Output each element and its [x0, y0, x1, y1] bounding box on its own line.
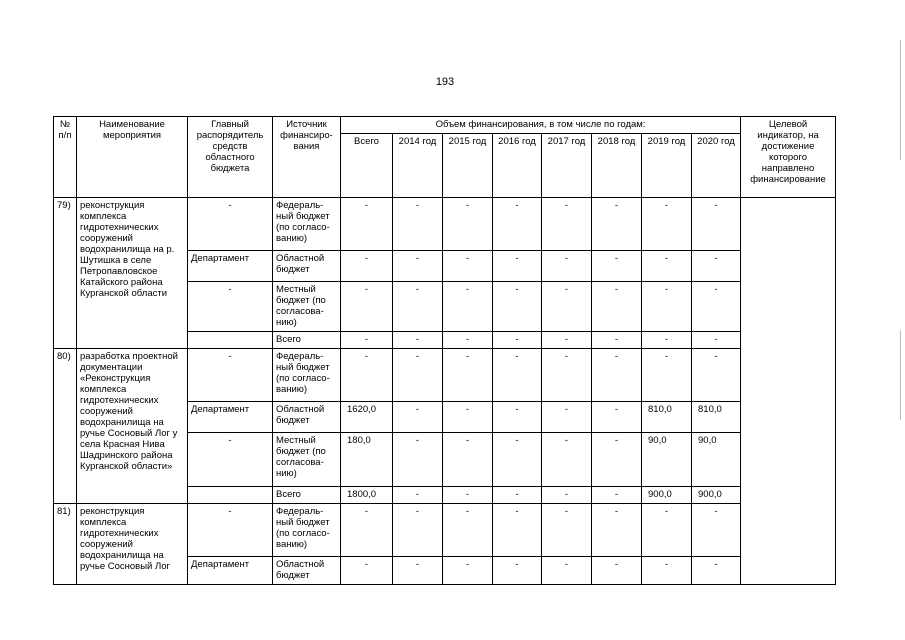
year-value-cell: -	[493, 332, 542, 349]
header-2020: 2020 год	[692, 134, 741, 198]
year-value-cell: -	[642, 349, 692, 402]
measure-number: 79)	[54, 198, 77, 349]
manager-cell: Департамент	[188, 251, 273, 282]
total-value-cell: -	[341, 332, 393, 349]
manager-cell: -	[188, 282, 273, 332]
header-2014: 2014 год	[393, 134, 443, 198]
source-cell: Областной бюджет	[273, 402, 341, 433]
measure-name: разработка проектной документации «Реконструкция комплекса гидротехнических сооружений водохранилища на ручье Сосновый Лог у села Красная Нива Шадринского района Курганской области»	[77, 349, 188, 504]
total-value-cell: 1620,0	[341, 402, 393, 433]
year-value-cell: -	[642, 332, 692, 349]
source-cell: Местный бюджет (по согласова-нию)	[273, 282, 341, 332]
year-value-cell: -	[493, 487, 542, 504]
manager-cell	[188, 332, 273, 349]
year-value-cell: -	[443, 504, 493, 557]
year-value-cell: -	[542, 504, 592, 557]
source-cell: Всего	[273, 487, 341, 504]
year-value-cell: -	[692, 198, 741, 251]
year-value-cell: -	[692, 557, 741, 585]
year-value-cell: -	[443, 433, 493, 487]
table-body	[54, 198, 836, 585]
year-value-cell: -	[542, 251, 592, 282]
year-value-cell: -	[493, 402, 542, 433]
header-2015: 2015 год	[443, 134, 493, 198]
measure-name: реконструкция комплекса гидротехнических сооружений водохранилища на р. Шутишка в селе Петропавловское Катайского района Курганской области	[77, 198, 188, 349]
total-value-cell: 180,0	[341, 433, 393, 487]
year-value-cell: -	[393, 487, 443, 504]
year-value-cell: -	[592, 487, 642, 504]
table-row	[54, 198, 836, 251]
year-value-cell: -	[592, 504, 642, 557]
year-value-cell: -	[443, 282, 493, 332]
year-value-cell: -	[542, 198, 592, 251]
year-value-cell: 810,0	[642, 402, 692, 433]
year-value-cell: -	[493, 282, 542, 332]
year-value-cell: -	[393, 198, 443, 251]
year-value-cell: -	[592, 332, 642, 349]
year-value-cell: -	[692, 504, 741, 557]
total-value-cell: -	[341, 349, 393, 402]
year-value-cell: -	[592, 557, 642, 585]
year-value-cell: -	[542, 332, 592, 349]
source-cell: Местный бюджет (по согласова-нию)	[273, 433, 341, 487]
year-value-cell: -	[542, 402, 592, 433]
page-number: 193	[435, 76, 455, 88]
manager-cell: Департамент	[188, 557, 273, 585]
year-value-cell: -	[592, 433, 642, 487]
year-value-cell: -	[393, 349, 443, 402]
year-value-cell: -	[443, 349, 493, 402]
source-cell: Всего	[273, 332, 341, 349]
year-value-cell: 900,0	[642, 487, 692, 504]
year-value-cell: -	[393, 402, 443, 433]
source-cell: Областной бюджет	[273, 251, 341, 282]
manager-cell: -	[188, 198, 273, 251]
year-value-cell: -	[542, 282, 592, 332]
year-value-cell: -	[592, 251, 642, 282]
year-value-cell: -	[393, 557, 443, 585]
header-num: № п/п	[54, 117, 77, 198]
total-value-cell: -	[341, 251, 393, 282]
header-2019: 2019 год	[642, 134, 692, 198]
year-value-cell: -	[443, 332, 493, 349]
source-cell: Областной бюджет	[273, 557, 341, 585]
year-value-cell: -	[443, 402, 493, 433]
manager-cell	[188, 487, 273, 504]
manager-cell: Департамент	[188, 402, 273, 433]
year-value-cell: 810,0	[692, 402, 741, 433]
year-value-cell: -	[692, 251, 741, 282]
source-cell: Федераль-ный бюджет (по согласо-ванию)	[273, 349, 341, 402]
year-value-cell: -	[592, 198, 642, 251]
year-value-cell: -	[642, 198, 692, 251]
measure-number: 81)	[54, 504, 77, 585]
measure-name: реконструкция комплекса гидротехнических сооружений водохранилища на ручье Сосновый Лог	[77, 504, 188, 585]
year-value-cell: -	[393, 504, 443, 557]
year-value-cell: -	[443, 487, 493, 504]
scan-edge-mark	[900, 40, 901, 160]
year-value-cell: -	[542, 349, 592, 402]
year-value-cell: -	[493, 349, 542, 402]
manager-cell: -	[188, 349, 273, 402]
year-value-cell: -	[692, 332, 741, 349]
year-value-cell: -	[493, 504, 542, 557]
year-value-cell: -	[443, 251, 493, 282]
year-value-cell: -	[592, 282, 642, 332]
header-2017: 2017 год	[542, 134, 592, 198]
year-value-cell: -	[642, 251, 692, 282]
year-value-cell: -	[443, 198, 493, 251]
year-value-cell: -	[592, 349, 642, 402]
header-2016: 2016 год	[493, 134, 542, 198]
year-value-cell: 90,0	[642, 433, 692, 487]
total-value-cell: -	[341, 504, 393, 557]
total-value-cell: -	[341, 282, 393, 332]
year-value-cell: -	[692, 349, 741, 402]
year-value-cell: -	[393, 332, 443, 349]
indicator-cell	[741, 198, 836, 585]
year-value-cell: -	[542, 487, 592, 504]
header-volume: Объем финансирования, в том числе по годам:	[341, 117, 741, 134]
header-total: Всего	[341, 134, 393, 198]
year-value-cell: -	[542, 433, 592, 487]
year-value-cell: 900,0	[692, 487, 741, 504]
year-value-cell: -	[542, 557, 592, 585]
total-value-cell: -	[341, 198, 393, 251]
year-value-cell: -	[692, 282, 741, 332]
year-value-cell: -	[393, 433, 443, 487]
year-value-cell: -	[443, 557, 493, 585]
year-value-cell: -	[393, 282, 443, 332]
financing-table	[53, 116, 836, 585]
header-name: Наименование мероприятия	[77, 117, 188, 198]
year-value-cell: -	[642, 504, 692, 557]
year-value-cell: -	[493, 557, 542, 585]
total-value-cell: 1800,0	[341, 487, 393, 504]
year-value-cell: 90,0	[692, 433, 741, 487]
year-value-cell: -	[642, 557, 692, 585]
manager-cell: -	[188, 433, 273, 487]
header-indicator: Целевой индикатор, на достижение которого направлено финансирование	[741, 117, 836, 198]
year-value-cell: -	[493, 251, 542, 282]
year-value-cell: -	[493, 433, 542, 487]
year-value-cell: -	[642, 282, 692, 332]
table-row	[54, 504, 836, 557]
table-row	[54, 349, 836, 402]
year-value-cell: -	[393, 251, 443, 282]
header-source: Источник финансиро-вания	[273, 117, 341, 198]
source-cell: Федераль-ный бюджет (по согласо-ванию)	[273, 198, 341, 251]
header-2018: 2018 год	[592, 134, 642, 198]
year-value-cell: -	[592, 402, 642, 433]
header-manager: Главный распорядитель средств областного бюджета	[188, 117, 273, 198]
total-value-cell: -	[341, 557, 393, 585]
measure-number: 80)	[54, 349, 77, 504]
source-cell: Федераль-ный бюджет (по согласо-ванию)	[273, 504, 341, 557]
year-value-cell: -	[493, 198, 542, 251]
scan-edge-mark	[900, 330, 901, 420]
manager-cell: -	[188, 504, 273, 557]
